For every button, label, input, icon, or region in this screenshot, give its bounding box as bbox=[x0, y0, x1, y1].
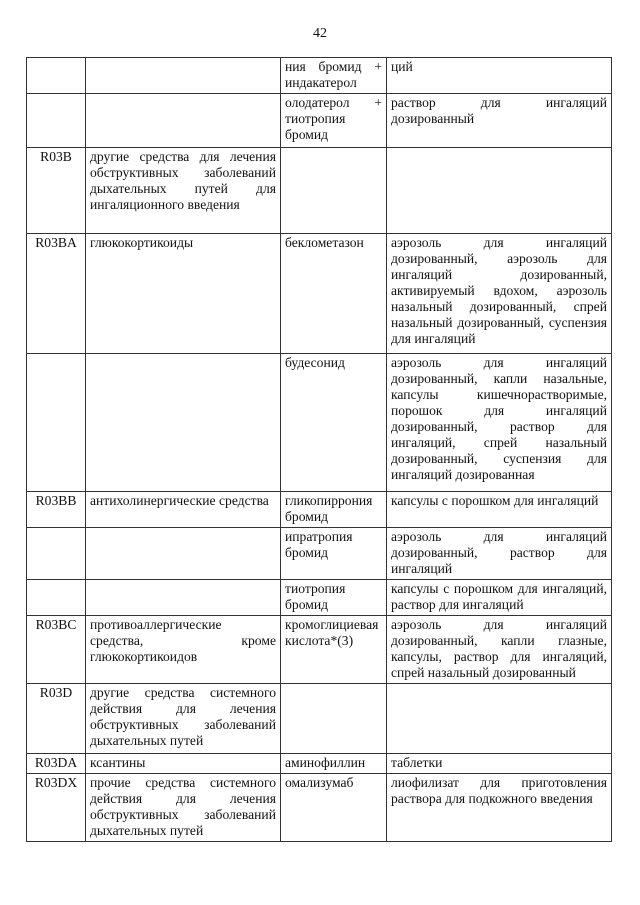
atc-code-cell: R03DA bbox=[27, 754, 86, 774]
group-name-cell: противоаллергические средства, кроме глюкокортикоидов bbox=[86, 616, 281, 684]
table-row bbox=[27, 234, 612, 354]
drug-name-cell: будесонид bbox=[281, 354, 387, 492]
drug-name-cell: омализумаб bbox=[281, 774, 387, 842]
atc-code-cell: R03BB bbox=[27, 492, 86, 528]
atc-code-cell bbox=[27, 94, 86, 148]
group-name-cell: прочие средства системного действия для лечения обструктивных заболеваний дыхательных путей bbox=[86, 774, 281, 842]
drug-name-cell: гликопиррония бромид bbox=[281, 492, 387, 528]
atc-code-cell: R03B bbox=[27, 148, 86, 234]
atc-code-cell: R03D bbox=[27, 684, 86, 754]
table-row bbox=[27, 94, 612, 148]
dosage-form-cell: аэрозоль для ингаляций дозированный, раствор для ингаляций bbox=[387, 528, 612, 580]
page-number: 42 bbox=[313, 26, 327, 41]
group-name-cell bbox=[86, 354, 281, 492]
dosage-form-cell: капсулы с порошком для ингаляций, раствор для ингаляций bbox=[387, 580, 612, 616]
dosage-form-cell: таблетки bbox=[387, 754, 612, 774]
drug-name-cell: ния бромид + индакатерол bbox=[281, 58, 387, 94]
drug-name-cell: олодатерол + тиотропия бромид bbox=[281, 94, 387, 148]
dosage-form-cell: раствор для ингаляций дозированный bbox=[387, 94, 612, 148]
dosage-form-cell: капсулы с порошком для ингаляций bbox=[387, 492, 612, 528]
atc-code-cell bbox=[27, 528, 86, 580]
dosage-form-cell: аэрозоль для ингаляций дозированный, капли глазные, капсулы, раствор для ингаляций, спрей назальный дозированный bbox=[387, 616, 612, 684]
dosage-form-cell bbox=[387, 148, 612, 234]
table-row bbox=[27, 528, 612, 580]
dosage-form-cell: аэрозоль для ингаляций дозированный, аэрозоль для ингаляций дозированный, активируемый вдохом, аэрозоль назальный дозированный, спрей назальный дозированный, суспензия для ингаляций bbox=[387, 234, 612, 354]
drug-name-cell: беклометазон bbox=[281, 234, 387, 354]
group-name-cell: ксантины bbox=[86, 754, 281, 774]
table-row bbox=[27, 754, 612, 774]
group-name-cell bbox=[86, 94, 281, 148]
drug-name-cell: тиотропия бромид bbox=[281, 580, 387, 616]
atc-code-cell: R03BC bbox=[27, 616, 86, 684]
table-row bbox=[27, 354, 612, 492]
table-row bbox=[27, 580, 612, 616]
dosage-form-cell: ций bbox=[387, 58, 612, 94]
atc-code-cell: R03BA bbox=[27, 234, 86, 354]
atc-code-cell bbox=[27, 580, 86, 616]
table-row bbox=[27, 774, 612, 842]
group-name-cell: другие средства для лечения обструктивных заболеваний дыхательных путей для ингаляционного введения bbox=[86, 148, 281, 234]
table-row bbox=[27, 684, 612, 754]
dosage-form-cell: аэрозоль для ингаляций дозированный, капли назальные, капсулы кишечнорастворимые, порошок для ингаляций дозированный, раствор для ингаляций, спрей назальный дозированный, суспензия для ингаляций дозированная bbox=[387, 354, 612, 492]
drug-name-cell bbox=[281, 148, 387, 234]
table-row bbox=[27, 616, 612, 684]
group-name-cell: другие средства системного действия для лечения обструктивных заболеваний дыхательных путей bbox=[86, 684, 281, 754]
table-row bbox=[27, 492, 612, 528]
group-name-cell: глюкокортикоиды bbox=[86, 234, 281, 354]
group-name-cell bbox=[86, 528, 281, 580]
drug-name-cell: кромоглициевая кислота*(3) bbox=[281, 616, 387, 684]
atc-code-cell: R03DX bbox=[27, 774, 86, 842]
drug-name-cell bbox=[281, 684, 387, 754]
dosage-form-cell bbox=[387, 684, 612, 754]
group-name-cell: антихолинергические средства bbox=[86, 492, 281, 528]
table-row bbox=[27, 58, 612, 94]
table-row bbox=[27, 148, 612, 234]
drug-name-cell: аминофиллин bbox=[281, 754, 387, 774]
drug-name-cell: ипратропия бромид bbox=[281, 528, 387, 580]
dosage-form-cell: лиофилизат для приготовления раствора для подкожного введения bbox=[387, 774, 612, 842]
group-name-cell bbox=[86, 58, 281, 94]
group-name-cell bbox=[86, 580, 281, 616]
atc-code-cell bbox=[27, 58, 86, 94]
drug-classification-table bbox=[26, 57, 612, 842]
atc-code-cell bbox=[27, 354, 86, 492]
